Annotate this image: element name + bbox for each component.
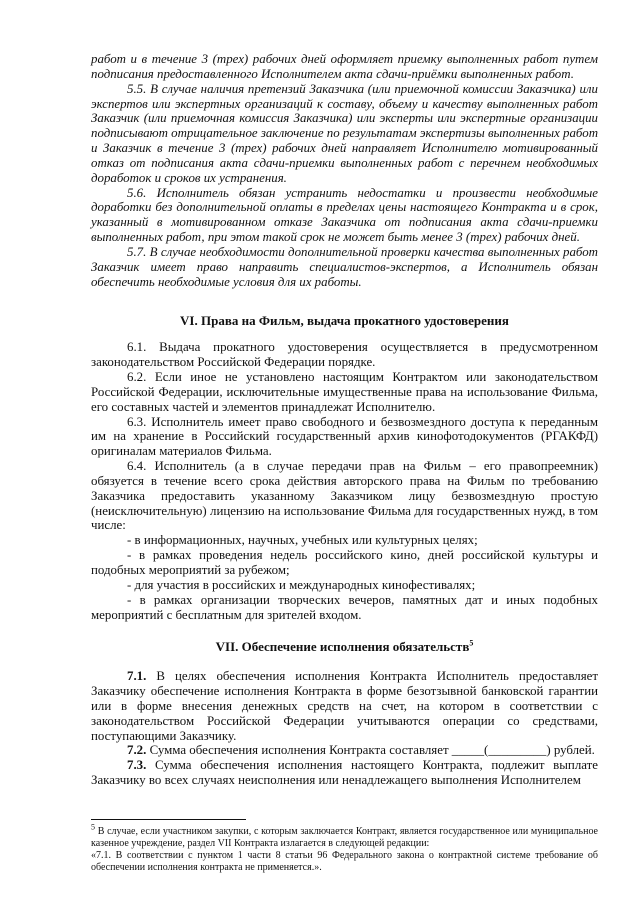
section-6-heading: VI. Права на Фильм, выдача прокатного удостоверения bbox=[180, 312, 509, 328]
list-item: - в рамках организации творческих вечеров, памятных дат и иных подобных мероприятий с бесплатным для зрителей входом. bbox=[91, 592, 598, 622]
footnote-divider bbox=[91, 819, 246, 820]
paragraph-7-2 bbox=[91, 743, 598, 758]
footnote bbox=[91, 822, 598, 874]
footnote-body: В случае, если участником закупки, с которым заключается Контракт, является государственное или муниципальное казенное учреждение, раздел VII Контракта излагается в следующей редакции: bbox=[91, 826, 598, 849]
paragraph-text: Сумма обеспечения исполнения настоящего Контракта, подлежит выплате Заказчику во всех случаях неисполнения или ненадлежащего выполнения Исполнителем bbox=[91, 758, 598, 788]
paragraph-5-5: 5.5. В случае наличия претензий Заказчика (или приемочной комиссии Заказчика) или экспертов или экспертных организаций к составу, объему и качеству выполненных работ Заказчик (или приемочная комиссия Заказчика) или эксперты или экспертные организации подписывают отрицательное заключение по результатам экспертизы выполненных работ и Заказчик в течение 3 (трех) рабочих дней направляет Исполнителю мотивированный отказ от подписания акта сдачи-приемки выполненных работ с перечнем необходимых доработок и сроков их устранения. bbox=[91, 81, 598, 185]
paragraph-number: 7.3. bbox=[127, 758, 147, 773]
paragraph-6-4: 6.4. Исполнитель (а в случае передачи прав на Фильм – его правопреемник) обязуется в течение всего срока действия авторского права на Фильм по требованию Заказчика предоставить указанному Заказчиком лицу безвозмездную простую (неисключительную) лицензию на использование Фильма для государственных нужд, в том числе: bbox=[91, 459, 598, 533]
footnote-text bbox=[91, 822, 598, 850]
paragraph-7-3 bbox=[91, 758, 598, 788]
paragraph-7-1 bbox=[91, 669, 598, 743]
list-item: - в рамках проведения недель российского кино, дней российской культуры и подобных мероприятий за рубежом; bbox=[91, 548, 598, 577]
document-page bbox=[91, 52, 598, 788]
paragraph-text: В целях обеспечения исполнения Контракта Исполнитель предоставляет Заказчику обеспечение исполнения Контракта в форме безотзывной банковской гарантии или в форме внесения денежных средств на счет, на котором в соответствии с законодательством Российской Федерации учитываются операции со средствами, поступающими Заказчику. bbox=[91, 669, 598, 743]
paragraph-5-7: 5.7. В случае необходимости дополнительной проверки качества выполненных работ Заказчик имеет право направить специалистов-экспертов, а Исполнитель обязан обеспечить необходимые условия для их работы. bbox=[91, 244, 598, 289]
paragraph-6-2: 6.2. Если иное не установлено настоящим Контрактом или законодательством Российской Федерации, исключительные имущественные права на использование Фильма, его составных частей и элементов принадлежат Исполнителю. bbox=[91, 370, 598, 414]
paragraph-5-4-end: работ и в течение 3 (трех) рабочих дней оформляет приемку выполненных работ путем подписания предоставленного Исполнителем акта сдачи-приёмки выполненных работ. bbox=[91, 52, 598, 81]
paragraph-6-3: 6.3. Исполнитель имеет право свободного и безвозмездного доступа к переданным им на хранение в Российский государственный архив кинофотодокументов (РГАКФД) оригиналам материалов Фильма. bbox=[91, 414, 598, 459]
list-item: - для участия в российских и международных кинофестивалях; bbox=[127, 577, 476, 592]
paragraph-number: 7.1. bbox=[127, 669, 147, 684]
paragraph-number: 7.2. bbox=[127, 743, 147, 758]
paragraph-6-1: 6.1. Выдача прокатного удостоверения осуществляется в предусмотренном законодательством Российской Федерации порядке. bbox=[91, 340, 598, 370]
section-7-heading-text: VII. Обеспечение исполнения обязательств bbox=[215, 639, 470, 655]
paragraph-5-6: 5.6. Исполнитель обязан устранить недостатки и произвести необходимые доработки без дополнительной оплаты в пределах цены настоящего Контракта и в срок, указанный в мотивированном отказе Заказчика от подписания акта сдачи-приемки выполненных работ, при этом такой срок не может быть менее 3 (трех) рабочих дней. bbox=[91, 185, 598, 245]
list-item: - в информационных, научных, учебных или культурных целях; bbox=[127, 533, 478, 548]
footnote-ref[interactable]: 5 bbox=[469, 639, 474, 649]
footnote-mark: 5 bbox=[91, 822, 95, 832]
paragraph-text: Сумма обеспечения исполнения Контракта составляет _____(_________) рублей. bbox=[146, 743, 595, 758]
section-7-heading bbox=[91, 640, 598, 655]
footnote-quote: «7.1. В соответствии с пунктом 1 части 8 статьи 96 Федерального закона о контрактной системе требование об обеспечении исполнения контракта не применяется.». bbox=[91, 850, 598, 873]
